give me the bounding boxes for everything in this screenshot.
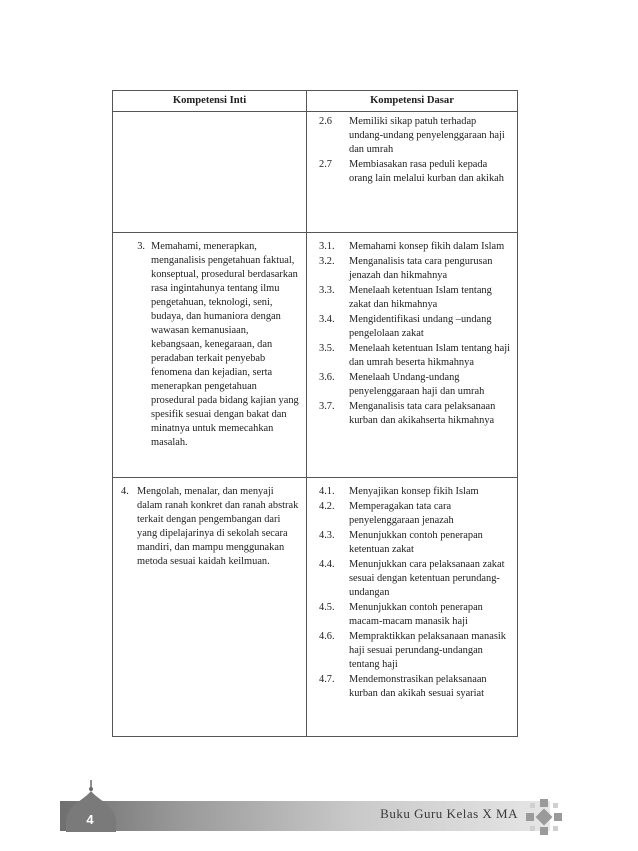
page-number: 4 — [86, 812, 94, 827]
ki-number: 4. — [121, 486, 129, 497]
kd-text: Memperagakan tata cara penyelenggaraan jenazah — [349, 501, 454, 526]
table-row — [113, 112, 518, 233]
book-title: Buku Guru Kelas X MA — [380, 806, 518, 821]
kd-item — [315, 284, 511, 312]
kd-text: Menganalisis tata cara pelaksanaan kurban dan akikahserta hikmahnya — [349, 401, 496, 426]
kd-item — [315, 485, 511, 499]
ki-number: 3. — [137, 241, 145, 252]
kd-item — [315, 601, 511, 629]
kd-item — [315, 371, 511, 399]
kd-number: 4.7. — [319, 674, 335, 685]
kd-text: Memiliki sikap patuh terhadap undang-undang penyelenggaraan haji dan umrah — [349, 116, 505, 155]
kd-number: 4.5. — [319, 602, 335, 613]
kd-text: Menganalisis tata cara pengurusan jenazah dan hikmahnya — [349, 256, 493, 281]
kd-number: 3.2. — [319, 256, 335, 267]
header-kompetensi-inti: Kompetensi Inti — [113, 91, 307, 112]
table-row — [113, 478, 518, 737]
kd-item — [315, 400, 511, 428]
kd-number: 4.1. — [319, 486, 335, 497]
kd-number: 4.3. — [319, 530, 335, 541]
kd-item — [315, 673, 511, 701]
kd-number: 3.7. — [319, 401, 335, 412]
ki-cell — [113, 478, 307, 737]
kd-text: Menelaah Undang-undang penyelenggaraan haji dan umrah — [349, 372, 485, 397]
kd-item — [315, 240, 511, 254]
kd-cell — [307, 233, 518, 478]
competency-table — [112, 90, 518, 737]
ki-cell-empty — [113, 112, 307, 233]
kd-text: Mendemonstrasikan pelaksanaan kurban dan akikah sesuai syariat — [349, 674, 487, 699]
kd-number: 4.2. — [319, 501, 335, 512]
kd-number: 3.5. — [319, 343, 335, 354]
kd-number: 2.7 — [319, 159, 332, 170]
ki-cell — [113, 233, 307, 478]
ki-text: Mengolah, menalar, dan menyaji dalam ranah konkret dan ranah abstrak terkait dengan pengembangan dari yang dipelajarinya di sekolah secara mandiri, dan mampu menggunakan metoda sesuai kaidah keilmuan. — [137, 486, 299, 567]
kd-cell — [307, 478, 518, 737]
kd-text: Menyajikan konsep fikih Islam — [349, 486, 479, 497]
kd-item — [315, 255, 511, 283]
kd-text: Menunjukkan cara pelaksanaan zakat sesuai dengan ketentuan perundang-undangan — [349, 559, 505, 598]
ki-item — [121, 240, 300, 450]
kd-number: 2.6 — [319, 116, 332, 127]
kd-item — [315, 630, 511, 672]
kd-text: Mempraktikkan pelaksanaan manasik haji sesuai perundang-undangan tentang haji — [349, 631, 506, 670]
kd-number: 3.4. — [319, 314, 335, 325]
table-row — [113, 233, 518, 478]
kd-text: Menelaah ketentuan Islam tentang haji dan umrah beserta hikmahnya — [349, 343, 510, 368]
kd-number: 3.6. — [319, 372, 335, 383]
kd-item — [315, 313, 511, 341]
kd-text: Memahami konsep fikih dalam Islam — [349, 241, 505, 252]
ki-text: Memahami, menerapkan, menganalisis pengetahuan faktual, konseptual, prosedural berdasarkan rasa ingintahunya tentang ilmu pengetahuan, teknologi, seni, budaya, dan humaniora dengan wawasan kemanusiaan, kebangsaan, kenegaraan, dan peradaban terkait penyebab fenomena dan kejadian, serta menerapkan pengetahuan prosedural pada bidang kajian yang spesifik sesuai dengan bakat dan minatnya untuk memecahkan masalah. — [151, 241, 299, 448]
kd-text: Membiasakan rasa peduli kepada orang lain melalui kurban dan akikah — [349, 159, 504, 184]
kd-number: 4.6. — [319, 631, 335, 642]
kd-item — [315, 558, 511, 600]
kd-cell — [307, 112, 518, 233]
kd-text: Mengidentifikasi undang –undang pengelolaan zakat — [349, 314, 492, 339]
ki-item — [121, 485, 300, 569]
kd-item — [315, 115, 511, 157]
kd-item — [315, 500, 511, 528]
kd-number: 3.3. — [319, 285, 335, 296]
kd-text: Menunjukkan contoh penerapan macam-macam manasik haji — [349, 602, 483, 627]
header-kompetensi-dasar: Kompetensi Dasar — [307, 91, 518, 112]
kd-item — [315, 342, 511, 370]
kd-text: Menunjukkan contoh penerapan ketentuan zakat — [349, 530, 483, 555]
kd-number: 3.1. — [319, 241, 335, 252]
kd-item — [315, 529, 511, 557]
ornament-icon — [524, 797, 564, 837]
kd-item — [315, 158, 511, 186]
kd-text: Menelaah ketentuan Islam tentang zakat dan hikmahnya — [349, 285, 492, 310]
kd-number: 4.4. — [319, 559, 335, 570]
